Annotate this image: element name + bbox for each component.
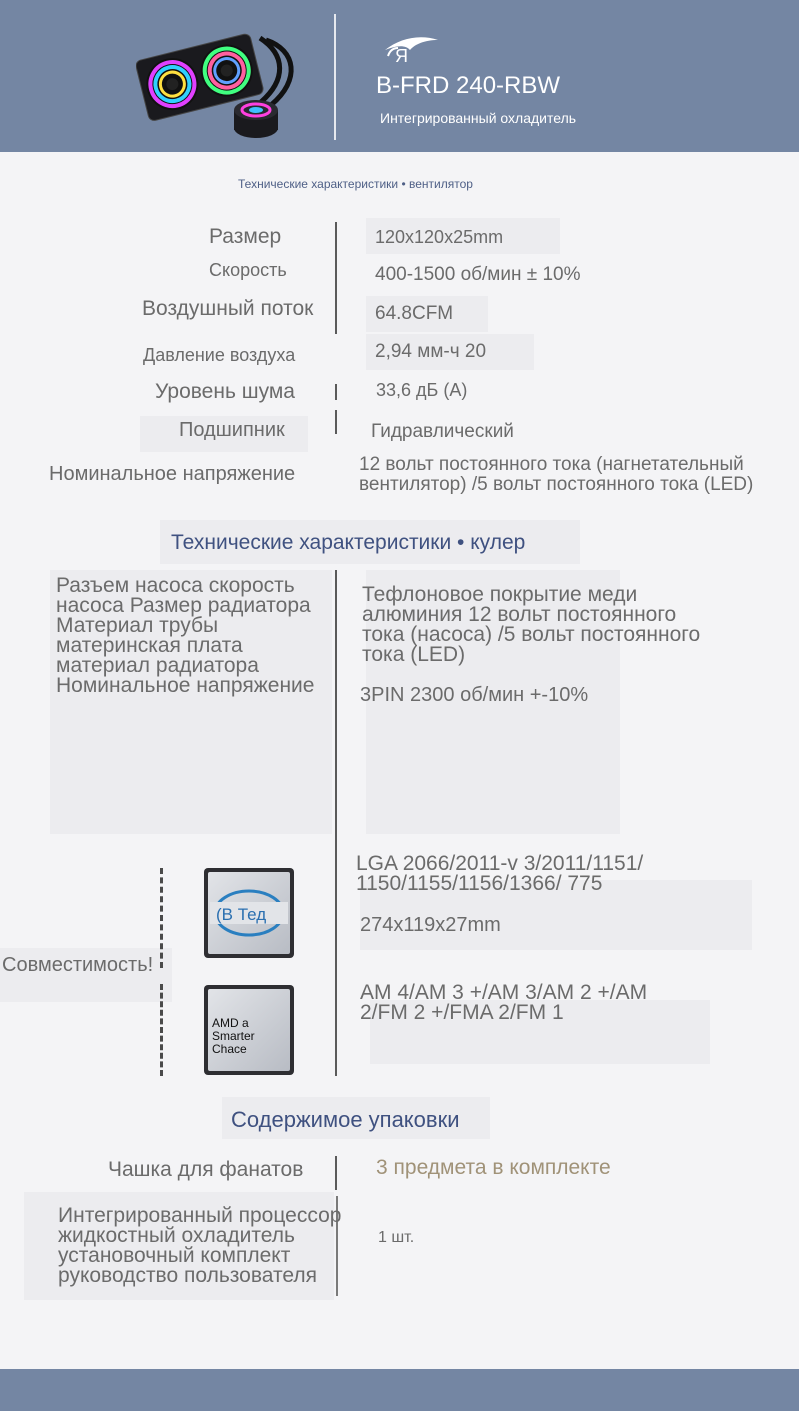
package-item-label: Чашка для фанатов [108,1158,304,1181]
brand-logo-icon [380,28,440,68]
package-item-label: Интегрированный процессор жидкостный охладитель установочный комплект руководство пользователя [58,1204,342,1287]
spec-label: Скорость [209,260,287,280]
dashed-line [160,868,163,968]
intel-chip-text: (В Тед [216,905,267,924]
product-model: B-FRD 240-RBW [376,72,561,99]
dashed-line [160,984,163,1076]
cooler-product-image [136,20,316,150]
fan-divider [335,384,337,400]
spec-value: 12 вольт постоянного тока (нагнетательный вентилятор) /5 вольт постоянного тока (LED) [359,454,754,495]
package-item-value: 3 предмета в комплекте [376,1156,611,1179]
spec-label: Размер [209,225,282,248]
spec-value: 64.8CFM [375,303,454,324]
spec-label: Воздушный поток [142,297,314,320]
intel-socket-list: LGA 2066/2011-v 3/2011/1151/ 1150/1155/1156/1366/ 775 [356,852,644,895]
radiator-size: 274x119x27mm [360,914,501,936]
amd-chip-text: AMD a Smarter Chace [212,1016,255,1056]
spec-label: Подшипник [179,419,285,441]
fan-section-title: Технические характеристики • вентилятор [238,177,473,191]
spec-value: 33,6 дБ (А) [376,380,468,400]
package-item-value: 1 шт. [378,1229,415,1246]
footer-bar [0,1369,799,1411]
spec-label: Давление воздуха [143,345,296,365]
fan-divider [335,410,337,434]
fan-divider [335,222,337,334]
amd-socket-list: AM 4/AM 3 +/AM 3/AM 2 +/AM 2/FM 2 +/FMA 2/FM 1 [360,981,648,1024]
spec-label: Уровень шума [155,380,295,403]
header-divider [334,14,336,140]
intel-cpu-icon [204,868,294,958]
spec-value: 2,94 мм-ч 20 [375,341,487,362]
cooler-section-title: Технические характеристики • кулер [171,531,526,554]
header-banner [0,0,799,152]
product-subtitle: Интегрированный охладитель [380,110,577,126]
cooler-value-pump: 3PIN 2300 об/мин +-10% [360,684,589,706]
cooler-divider [335,570,337,1076]
package-section-title: Содержимое упаковки [231,1107,460,1132]
spec-value: Гидравлический [371,421,514,442]
spec-value: 120x120x25mm [375,227,504,247]
spec-label: Номинальное напряжение [49,463,296,485]
compatibility-label: Совместимость! [2,954,154,976]
amd-cpu-icon [204,985,294,1075]
cooler-value-material: Тефлоновое покрытие меди алюминия 12 вольт постоянного тока (насоса) /5 вольт постоянного тока (LED) [362,583,701,666]
spec-value: 400-1500 об/мин ± 10% [375,264,581,285]
cooler-labels-block: Разъем насоса скорость насоса Размер радиатора Материал трубы материнская плата материал радиатора Номинальное напряжение [56,574,315,697]
package-divider [335,1156,337,1190]
brand-letter: Я [395,46,408,66]
